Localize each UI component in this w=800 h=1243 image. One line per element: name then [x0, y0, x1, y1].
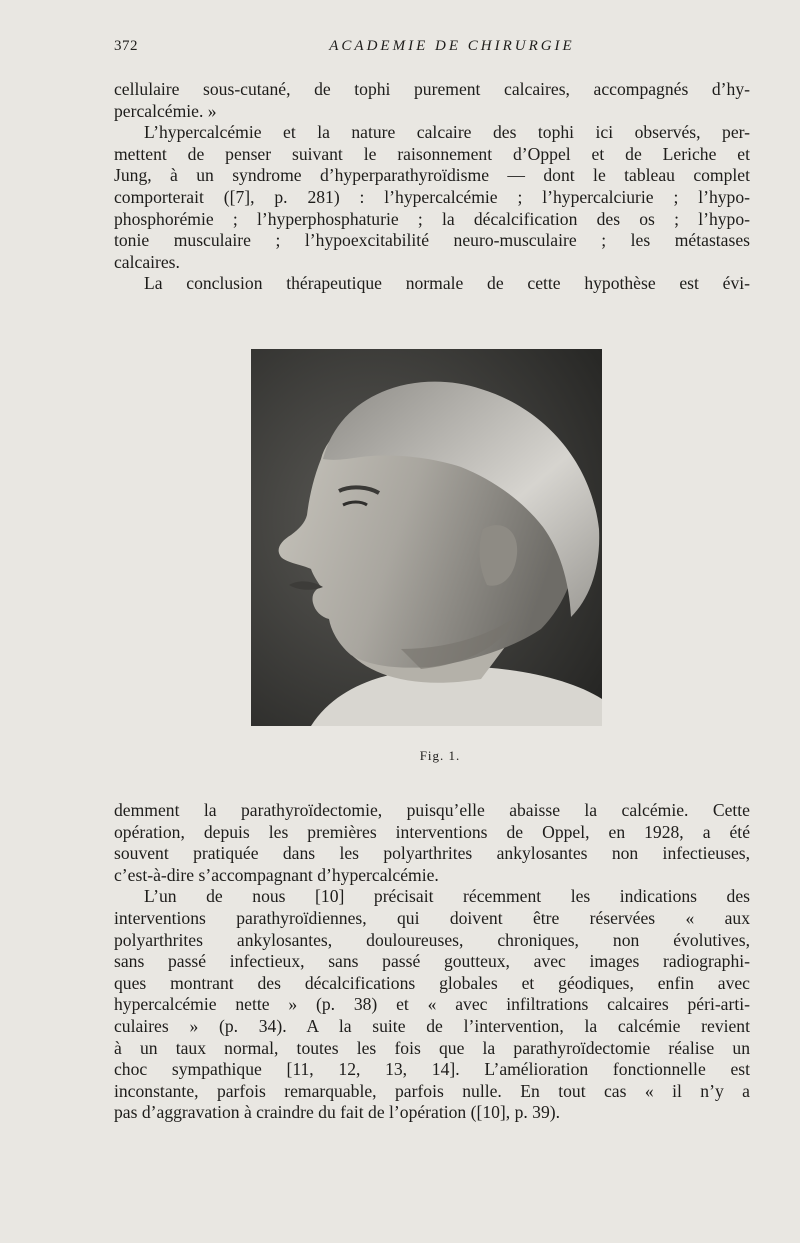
text-line: à un taux normal, toutes les fois que la parathyroïdectomie réalise un: [114, 1037, 750, 1058]
text-line: c’est-à-dire s’accompagnant d’hypercalcémie.: [114, 864, 439, 885]
page-number: 372: [114, 38, 138, 54]
text-line: hypercalcémie nette » (p. 38) et « avec infiltrations calcaires péri-arti-: [114, 994, 750, 1015]
text-line: L’un de nous [10] précisait récemment les indications des: [144, 886, 750, 907]
figure-caption: Fig. 1.: [419, 748, 461, 763]
text-line: sans passé infectieux, sans passé goutteux, avec images radiographi-: [114, 951, 750, 972]
text-line: tonie musculaire ; l’hypoexcitabilité neuro-musculaire ; les métastases: [114, 230, 750, 251]
text-line: percalcémie. »: [114, 100, 217, 121]
text-block-top: [114, 79, 750, 295]
text-line: comporterait ([7], p. 281) : l’hypercalcémie ; l’hypercalciurie ; l’hypo-: [114, 186, 750, 207]
running-head: [114, 38, 750, 60]
text-line: phosphorémie ; l’hyperphosphaturie ; la décalcification des os ; l’hypo-: [114, 208, 750, 229]
text-line: opération, depuis les premières interventions de Oppel, en 1928, a été: [114, 821, 750, 842]
portrait-profile-image: [251, 349, 602, 726]
text-line: pas d’aggravation à craindre du fait de l’opération ([10], p. 39).: [114, 1102, 561, 1123]
journal-title: ACADEMIE DE CHIRURGIE: [329, 38, 575, 54]
text-line: demment la parathyroïdectomie, puisqu’elle abaisse la calcémie. Cette: [114, 800, 750, 820]
text-line: interventions parathyroïdiennes, qui doivent être réservées « aux: [114, 907, 750, 928]
text-line: Jung, à un syndrome d’hyperparathyroïdisme — dont le tableau complet: [114, 165, 750, 186]
text-line: souvent pratiquée dans les polyarthrites ankylosantes non infectieuses,: [114, 843, 750, 864]
figure-portrait-photo: [251, 349, 602, 726]
text-line: ques montrant des décalcifications globales et géodiques, enfin avec: [114, 972, 750, 993]
text-line: cellulaire sous-cutané, de tophi purement calcaires, accompagnés d’hy-: [114, 79, 750, 99]
text-line: mettent de penser suivant le raisonnement d’Oppel et de Leriche et: [114, 143, 750, 164]
text-line: culaires » (p. 34). A la suite de l’intervention, la calcémie revient: [114, 1015, 750, 1036]
text-block-bottom: [114, 800, 750, 1124]
text-line: polyarthrites ankylosantes, douloureuses, chroniques, non évolutives,: [114, 929, 750, 950]
text-line: inconstante, parfois remarquable, parfois nulle. En tout cas « il n’y a: [114, 1080, 750, 1101]
text-line: choc sympathique [11, 12, 13, 14]. L’amélioration fonctionnelle est: [114, 1059, 750, 1080]
text-line: L’hypercalcémie et la nature calcaire des tophi ici observés, per-: [144, 122, 750, 143]
text-line: La conclusion thérapeutique normale de cette hypothèse est évi-: [144, 273, 750, 294]
text-line: calcaires.: [114, 251, 180, 272]
